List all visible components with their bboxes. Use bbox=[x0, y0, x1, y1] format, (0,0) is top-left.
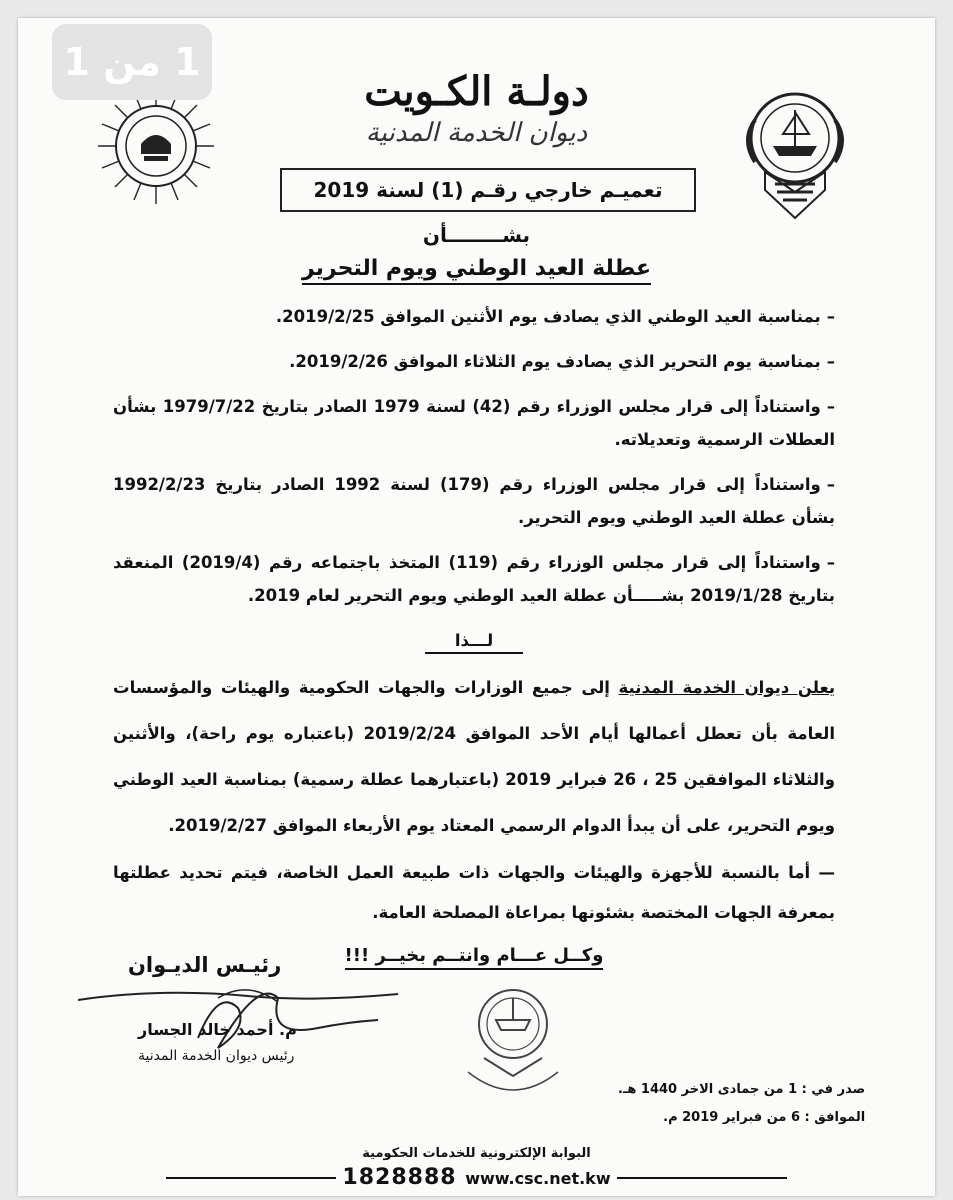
circular-title: تعميـم خارجي رقـم (1) لسنة 2019 bbox=[280, 168, 696, 212]
announcement-text: إلى جميع الوزارات والجهات الحكومية والهيئات والمؤسسات العامة بأن تعطل أعمالها أيام الأحد الموافق 2019/2/24 (باعتباره يوم راحة)، والأثنين والثلاثاء الموافقين 25 ، 26 فبراير 2019 (باعتبارهما عطلة رسمية) بمناسبة العيد الوطني ويوم التحرير، على أن يبدأ الدوام الرسمي المعتاد يوم الأربعاء الموافق 2019/2/27. bbox=[113, 678, 836, 835]
subject-title-text: عطلة العيد الوطني ويوم التحرير bbox=[302, 256, 651, 285]
divider bbox=[617, 1177, 787, 1179]
circular-body bbox=[113, 300, 835, 972]
signer-role: رئيس ديوان الخدمة المدنية bbox=[138, 1048, 295, 1064]
exception-note: — أما بالنسبة للأجهزة والهيئات والجهات ذات طبيعة العمل الخاصة، فيتم تحديد عطلتها بمعرفة الجهات المختصة بشئونها بمراعاة المصلحة العامة. bbox=[113, 863, 835, 922]
preamble-text: واستناداً إلى قرار مجلس الوزراء رقم (119) المتخذ باجتماعه رقم (2019/4) المنعقد بتاريخ 2019/1/28 بشـــــأن عطلة العيد الوطني ويوم التحرير لعام 2019. bbox=[113, 553, 835, 605]
portal-label: البوابة الإلكترونية للخدمات الحكومية bbox=[362, 1146, 591, 1161]
preamble-item: –بمناسبة يوم التحرير الذي يصادف يوم الثلاثاء الموافق 2019/2/26. bbox=[289, 352, 835, 371]
preamble-item: –واستناداً إلى قرار مجلس الوزراء رقم (179) لسنة 1992 الصادر بتاريخ 1992/2/23 بشأن عطلة العيد الوطني ويوم التحرير. bbox=[113, 475, 836, 527]
announcement bbox=[113, 665, 835, 849]
preamble-text: واستناداً إلى قرار مجلس الوزراء رقم (42) لسنة 1979 الصادر بتاريخ 1979/7/22 بشأن العطلات الرسمية وتعديلاته. bbox=[113, 397, 835, 449]
preamble-text: بمناسبة يوم التحرير الذي يصادف يوم الثلاثاء الموافق 2019/2/26. bbox=[289, 352, 821, 371]
announcement-lead: يعلن ديوان الخدمة المدنية bbox=[618, 678, 836, 697]
preamble-text: بمناسبة العيد الوطني الذي يصادف يوم الأثنين الموافق 2019/2/25. bbox=[275, 307, 821, 326]
divider bbox=[166, 1177, 336, 1179]
exception-text: أما بالنسبة للأجهزة والهيئات والجهات ذات طبيعة العمل الخاصة، فيتم تحديد عطلتها بمعرفة الجهات المختصة بشئونها بمراعاة المصلحة العامة. bbox=[113, 863, 835, 922]
letterhead-title bbox=[268, 68, 685, 150]
signer-title: رئيـس الديـوان bbox=[128, 953, 282, 977]
contact-row bbox=[18, 1165, 935, 1190]
contact-info bbox=[336, 1165, 616, 1190]
page-counter-badge: 1 من 1 bbox=[52, 24, 212, 100]
subject-title bbox=[18, 256, 935, 281]
document-page bbox=[18, 18, 935, 1196]
footer bbox=[18, 1146, 935, 1190]
issued-date: صدر في : 1 من جمادى الاخر 1440 هـ. bbox=[618, 1082, 866, 1097]
signer-name: م. أحمد خالد الجسار bbox=[138, 1020, 297, 1039]
official-stamp-icon bbox=[448, 976, 578, 1106]
website-link[interactable]: www.csc.net.kw bbox=[465, 1169, 611, 1188]
closing-text: وكــل عـــام وانتــم بخيــر !!! bbox=[345, 945, 604, 970]
preamble-item: –بمناسبة العيد الوطني الذي يصادف يوم الأثنين الموافق 2019/2/25. bbox=[275, 307, 835, 326]
corresponding-date: الموافق : 6 من فبراير 2019 م. bbox=[663, 1110, 866, 1125]
preamble-text: واستناداً إلى قرار مجلس الوزراء رقم (179) لسنة 1992 الصادر بتاريخ 1992/2/23 بشأن عطلة العيد الوطني ويوم التحرير. bbox=[113, 475, 835, 527]
preamble-item: –واستناداً إلى قرار مجلس الوزراء رقم (119) المتخذ باجتماعه رقم (2019/4) المنعقد بتاريخ 2019/1/28 بشـــــأن عطلة العيد الوطني ويوم التحرير لعام 2019. bbox=[113, 553, 835, 605]
preamble-item: –واستناداً إلى قرار مجلس الوزراء رقم (42) لسنة 1979 الصادر بتاريخ 1979/7/22 بشأن العطلات الرسمية وتعديلاته. bbox=[113, 397, 835, 449]
therefore-text: لـــذا bbox=[425, 631, 523, 654]
state-name: دولـة الكـويت bbox=[364, 68, 589, 115]
kuwait-emblem-icon bbox=[735, 80, 855, 230]
issue-dates bbox=[618, 1076, 865, 1132]
subject-label: بشــــــــأن bbox=[422, 223, 531, 247]
therefore-heading bbox=[113, 624, 835, 657]
signature-icon bbox=[78, 978, 438, 1058]
csc-seal-icon bbox=[96, 86, 216, 206]
bureau-name: ديوان الخدمة المدنية bbox=[365, 118, 588, 148]
phone-number: 1828888 bbox=[342, 1165, 457, 1190]
